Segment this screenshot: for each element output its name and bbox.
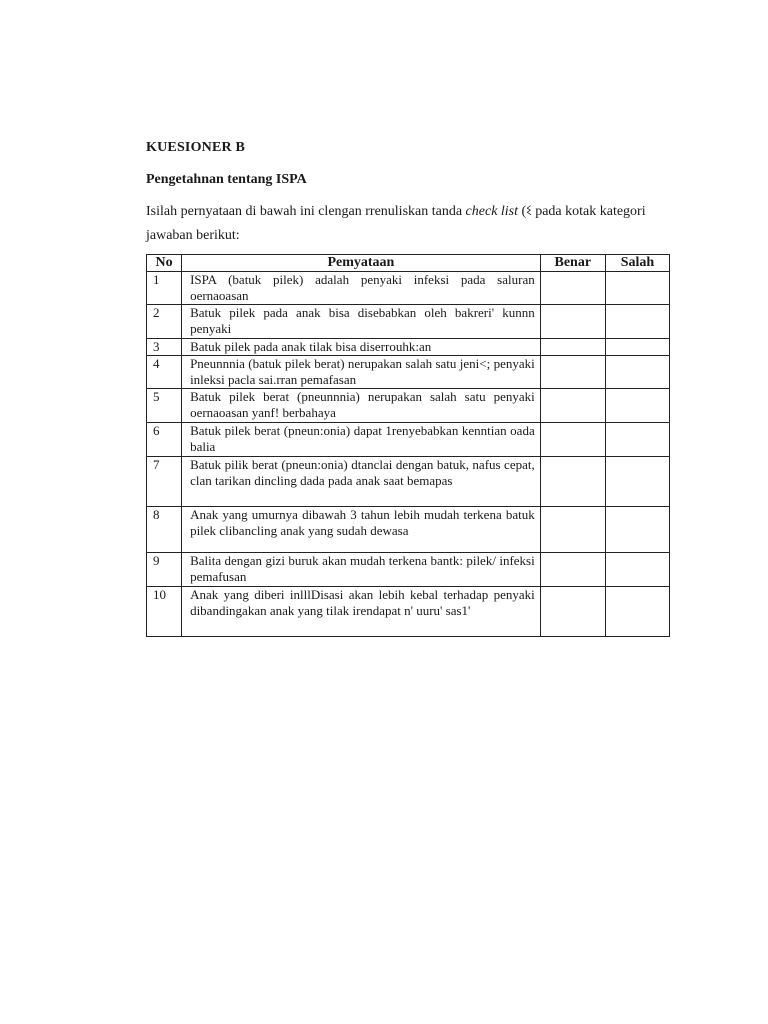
statement-text: ISPA (batuk pilek) adalah penyaki infeksi pada saluran oernaoasan	[182, 272, 541, 305]
benar-checkbox[interactable]	[540, 356, 605, 389]
instructions-text-2: pada kotak kategori jawaban berikut:	[146, 204, 646, 243]
table-row	[147, 507, 670, 553]
instructions-text-1: Isilah pernyataan di bawah ini clengan rrenuliskan tanda	[146, 204, 466, 219]
benar-checkbox[interactable]	[540, 272, 605, 305]
table-row	[147, 423, 670, 457]
questionnaire-page	[146, 140, 670, 637]
check-mark-icon: ଽ	[526, 201, 532, 219]
salah-checkbox[interactable]	[605, 423, 669, 457]
instructions-check-list: check list	[465, 204, 519, 219]
table-row	[147, 587, 670, 637]
benar-checkbox[interactable]	[540, 339, 605, 356]
row-number: 5	[147, 389, 182, 423]
table-header-row	[147, 255, 670, 272]
row-number: 2	[147, 305, 182, 339]
instructions	[146, 198, 670, 248]
benar-checkbox[interactable]	[540, 553, 605, 587]
table-row	[147, 356, 670, 389]
row-number: 10	[147, 587, 182, 637]
benar-checkbox[interactable]	[540, 507, 605, 553]
salah-checkbox[interactable]	[605, 339, 669, 356]
benar-checkbox[interactable]	[540, 587, 605, 637]
section-subtitle: Pengetahnan tentang ISPA	[146, 172, 307, 187]
table-row	[147, 553, 670, 587]
statement-text: Batuk pilik berat (pneun:onia) dtanclai dengan batuk, nafus cepat, clan tarikan dincling dada pada anak saat bemapas	[182, 457, 541, 507]
salah-checkbox[interactable]	[605, 389, 669, 423]
row-number: 4	[147, 356, 182, 389]
row-number: 6	[147, 423, 182, 457]
salah-checkbox[interactable]	[605, 272, 669, 305]
statement-text: Batuk pilek berat (pneunnnia) nerupakan salah satu penyaki oernaoasan yanf! berbahaya	[182, 389, 541, 423]
salah-checkbox[interactable]	[605, 553, 669, 587]
salah-checkbox[interactable]	[605, 587, 669, 637]
statement-text: Pneunnnia (batuk pilek berat) nerupakan salah satu jeni<; penyaki inleksi pacla sai.rran pemafasan	[182, 356, 541, 389]
header-salah: Salah	[605, 255, 669, 272]
row-number: 1	[147, 272, 182, 305]
header-benar: Benar	[540, 255, 605, 272]
row-number: 7	[147, 457, 182, 507]
table-row	[147, 457, 670, 507]
salah-checkbox[interactable]	[605, 356, 669, 389]
statement-text: Balita dengan gizi buruk akan mudah terkena bantk: pilek/ infeksi pemafusan	[182, 553, 541, 587]
statement-text: Batuk pilek pada anak bisa disebabkan oleh bakreri' kunnn penyaki	[182, 305, 541, 339]
statement-text: Anak yang umurnya dibawah 3 tahun lebih mudah terkena batuk pilek clibancling anak yang sudah dewasa	[182, 507, 541, 553]
row-number: 3	[147, 339, 182, 356]
row-number: 8	[147, 507, 182, 553]
benar-checkbox[interactable]	[540, 423, 605, 457]
benar-checkbox[interactable]	[540, 305, 605, 339]
header-statement: Pemyataan	[182, 255, 541, 272]
table-row	[147, 339, 670, 356]
statement-text: Anak yang diberi inlllDisasi akan lebih kebal terhadap penyaki dibandingakan anak yang tilak irendapat n' uuru' sas1'	[182, 587, 541, 637]
statement-text: Batuk pilek berat (pneun:onia) dapat 1renyebabkan kenntian oada balia	[182, 423, 541, 457]
row-number: 9	[147, 553, 182, 587]
table-row	[147, 305, 670, 339]
salah-checkbox[interactable]	[605, 457, 669, 507]
benar-checkbox[interactable]	[540, 457, 605, 507]
questionnaire-table	[146, 254, 670, 637]
table-row	[147, 389, 670, 423]
table-row	[147, 272, 670, 305]
instructions-open-paren: (	[518, 204, 527, 219]
header-no: No	[147, 255, 182, 272]
page-title: KUESIONER B	[146, 140, 246, 155]
statement-text: Batuk pilek pada anak tilak bisa diserrouhk:an	[182, 339, 541, 356]
salah-checkbox[interactable]	[605, 305, 669, 339]
salah-checkbox[interactable]	[605, 507, 669, 553]
benar-checkbox[interactable]	[540, 389, 605, 423]
